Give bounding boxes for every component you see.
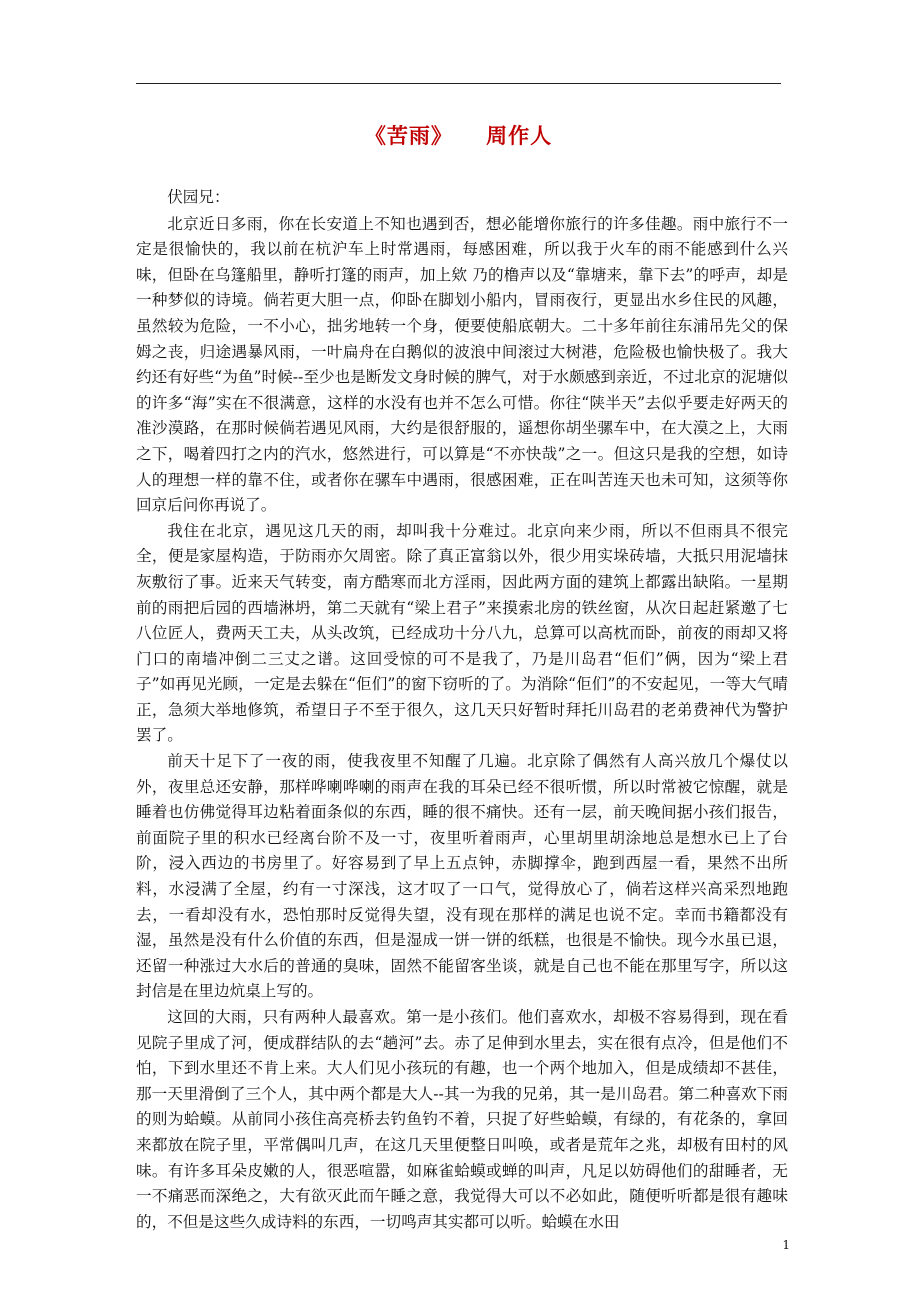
page-number: 1 [782, 1238, 790, 1252]
salutation: 伏园兄： [167, 188, 230, 206]
paragraph-3: 前天十足下了一夜的雨，使我夜里不知醒了几遍。北京除了偶然有人高兴放几个爆仗以外，夜里总还安静，那样哗喇哗喇的雨声在我的耳朵已经不很听惯，所以时常被它惊醒，就是睡着也仿佛觉得耳边粘着面条似的东西，睡的很不痛快。还有一层，前天晚间据小孩们报告，前面院子里的积水已经离台阶不及一寸，夜里听着雨声，心里胡里胡涂地总是想水已上了台阶，浸入西边的书房里了。好容易到了早上五点钟，赤脚撑伞，跑到西屋一看，果然不出所料，水浸满了全屋，约有一寸深浅，这才叹了一口气，觉得放心了，倘若这样兴高采烈地跑去，一看却没有水，恐怕那时反觉得失望，没有现在那样的满足也说不定。幸而书籍都没有湿，虽然是没有什么价值的东西，但是湿成一饼一饼的纸糕，也很是不愉快。现今水虽已退，还留一种涨过大水后的普通的臭味，固然不能留客坐谈，就是自己也不能在那里写字，所以这封信是在里边炕桌上写的。 [136, 752, 788, 1001]
title-text: 《苦雨》 [364, 123, 453, 148]
document-title [136, 121, 781, 151]
author-name: 周作人 [486, 123, 553, 148]
letter-body [136, 185, 788, 1235]
paragraph-1: 北京近日多雨，你在长安道上不知也遇到否，想必能增你旅行的许多佳趣。雨中旅行不一定是很愉快的，我以前在杭沪车上时常遇雨，每感困难，所以我于火车的雨不能感到什么兴味，但卧在乌篷船里，静听打篷的雨声，加上欸 乃的橹声以及“靠塘来，靠下去”的呼声，却是一种梦似的诗境。倘若更大胆一点，仰卧在脚划小船内，冒雨夜行，更显出水乡住民的风趣，虽然较为危险，一不小心，拙劣地转一个身，便要使船底朝大。二十多年前往东浦吊先父的保姆之丧，归途遇暴风雨，一叶扁舟在白鹅似的波浪中间滚过大树港，危险极也愉快极了。我大约还有好些“为鱼”时候--至少也是断发文身时候的脾气，对于水颇感到亲近，不过北京的泥塘似的许多“海”实在不很满意，这样的水没有也并不怎么可惜。你往“陕半天”去似乎要走好两天的准沙漠路，在那时候倘若遇见风雨，大约是很舒服的，遥想你胡坐骡车中，在大漠之上，大雨之下，喝着四打之内的汽水，悠然进行，可以算是“不亦快哉”之一。但这只是我的空想，如诗人的理想一样的靠不住，或者你在骡车中遇雨，很感困难，正在叫苦连天也未可知，这须等你回京后问你再说了。 [136, 214, 788, 515]
paragraph-4: 这回的大雨，只有两种人最喜欢。第一是小孩们。他们喜欢水，却极不容易得到，现在看见院子里成了河，便成群结队的去“趟河”去。赤了足伸到水里去，实在很有点冷，但是他们不怕，下到水里还不肯上来。大人们见小孩玩的有趣，也一个两个地加入，但是成绩却不甚佳，那一天里滑倒了三个人，其中两个都是大人--其一为我的兄弟，其一是川岛君。第二种喜欢下雨的则为蛤蟆。从前同小孩住高亮桥去钓鱼钓不着，只捉了好些蛤蟆，有绿的，有花条的，拿回来都放在院子里，平常偶叫几声，在这几天里便整日叫唤，或者是荒年之兆，却极有田村的风味。有许多耳朵皮嫩的人，很恶喧嚣，如麻雀蛤蟆或蝉的叫声，凡足以妨碍他们的甜睡者，无一不痛恶而深绝之，大有欲灭此而午睡之意，我觉得大可以不必如此，随便听听都是很有趣味的，不但是这些久成诗料的东西，一切鸣声其实都可以听。蛤蟆在水田 [136, 1008, 788, 1231]
header-rule [136, 83, 781, 84]
paragraph-2: 我住在北京，遇见这几天的雨，却叫我十分难过。北京向来少雨，所以不但雨具不很完全，便是家屋构造，于防雨亦欠周密。除了真正富翁以外，很少用实垛砖墙，大抵只用泥墙抹灰敷衍了事。近来天气转变，南方酷寒而北方淫雨，因此两方面的建筑上都露出缺陷。一星期前的雨把后园的西墙淋坍，第二天就有“梁上君子”来摸索北房的铁丝窗，从次日起赶紧邀了七八位匠人，费两天工夫，从头改筑，已经成功十分八九，总算可以高枕而卧，前夜的雨却又将门口的南墙冲倒二三丈之谱。这回受惊的可不是我了，乃是川岛君“佢们”俩，因为“梁上君子”如再见光顾，一定是去躲在“佢们”的窗下窃听的了。为消除“佢们”的不安起见，一等大气晴正，急须大举地修筑，希望日子不至于很久，这几天只好暂时拜托川岛君的老弟费神代为警护罢了。 [136, 521, 788, 745]
